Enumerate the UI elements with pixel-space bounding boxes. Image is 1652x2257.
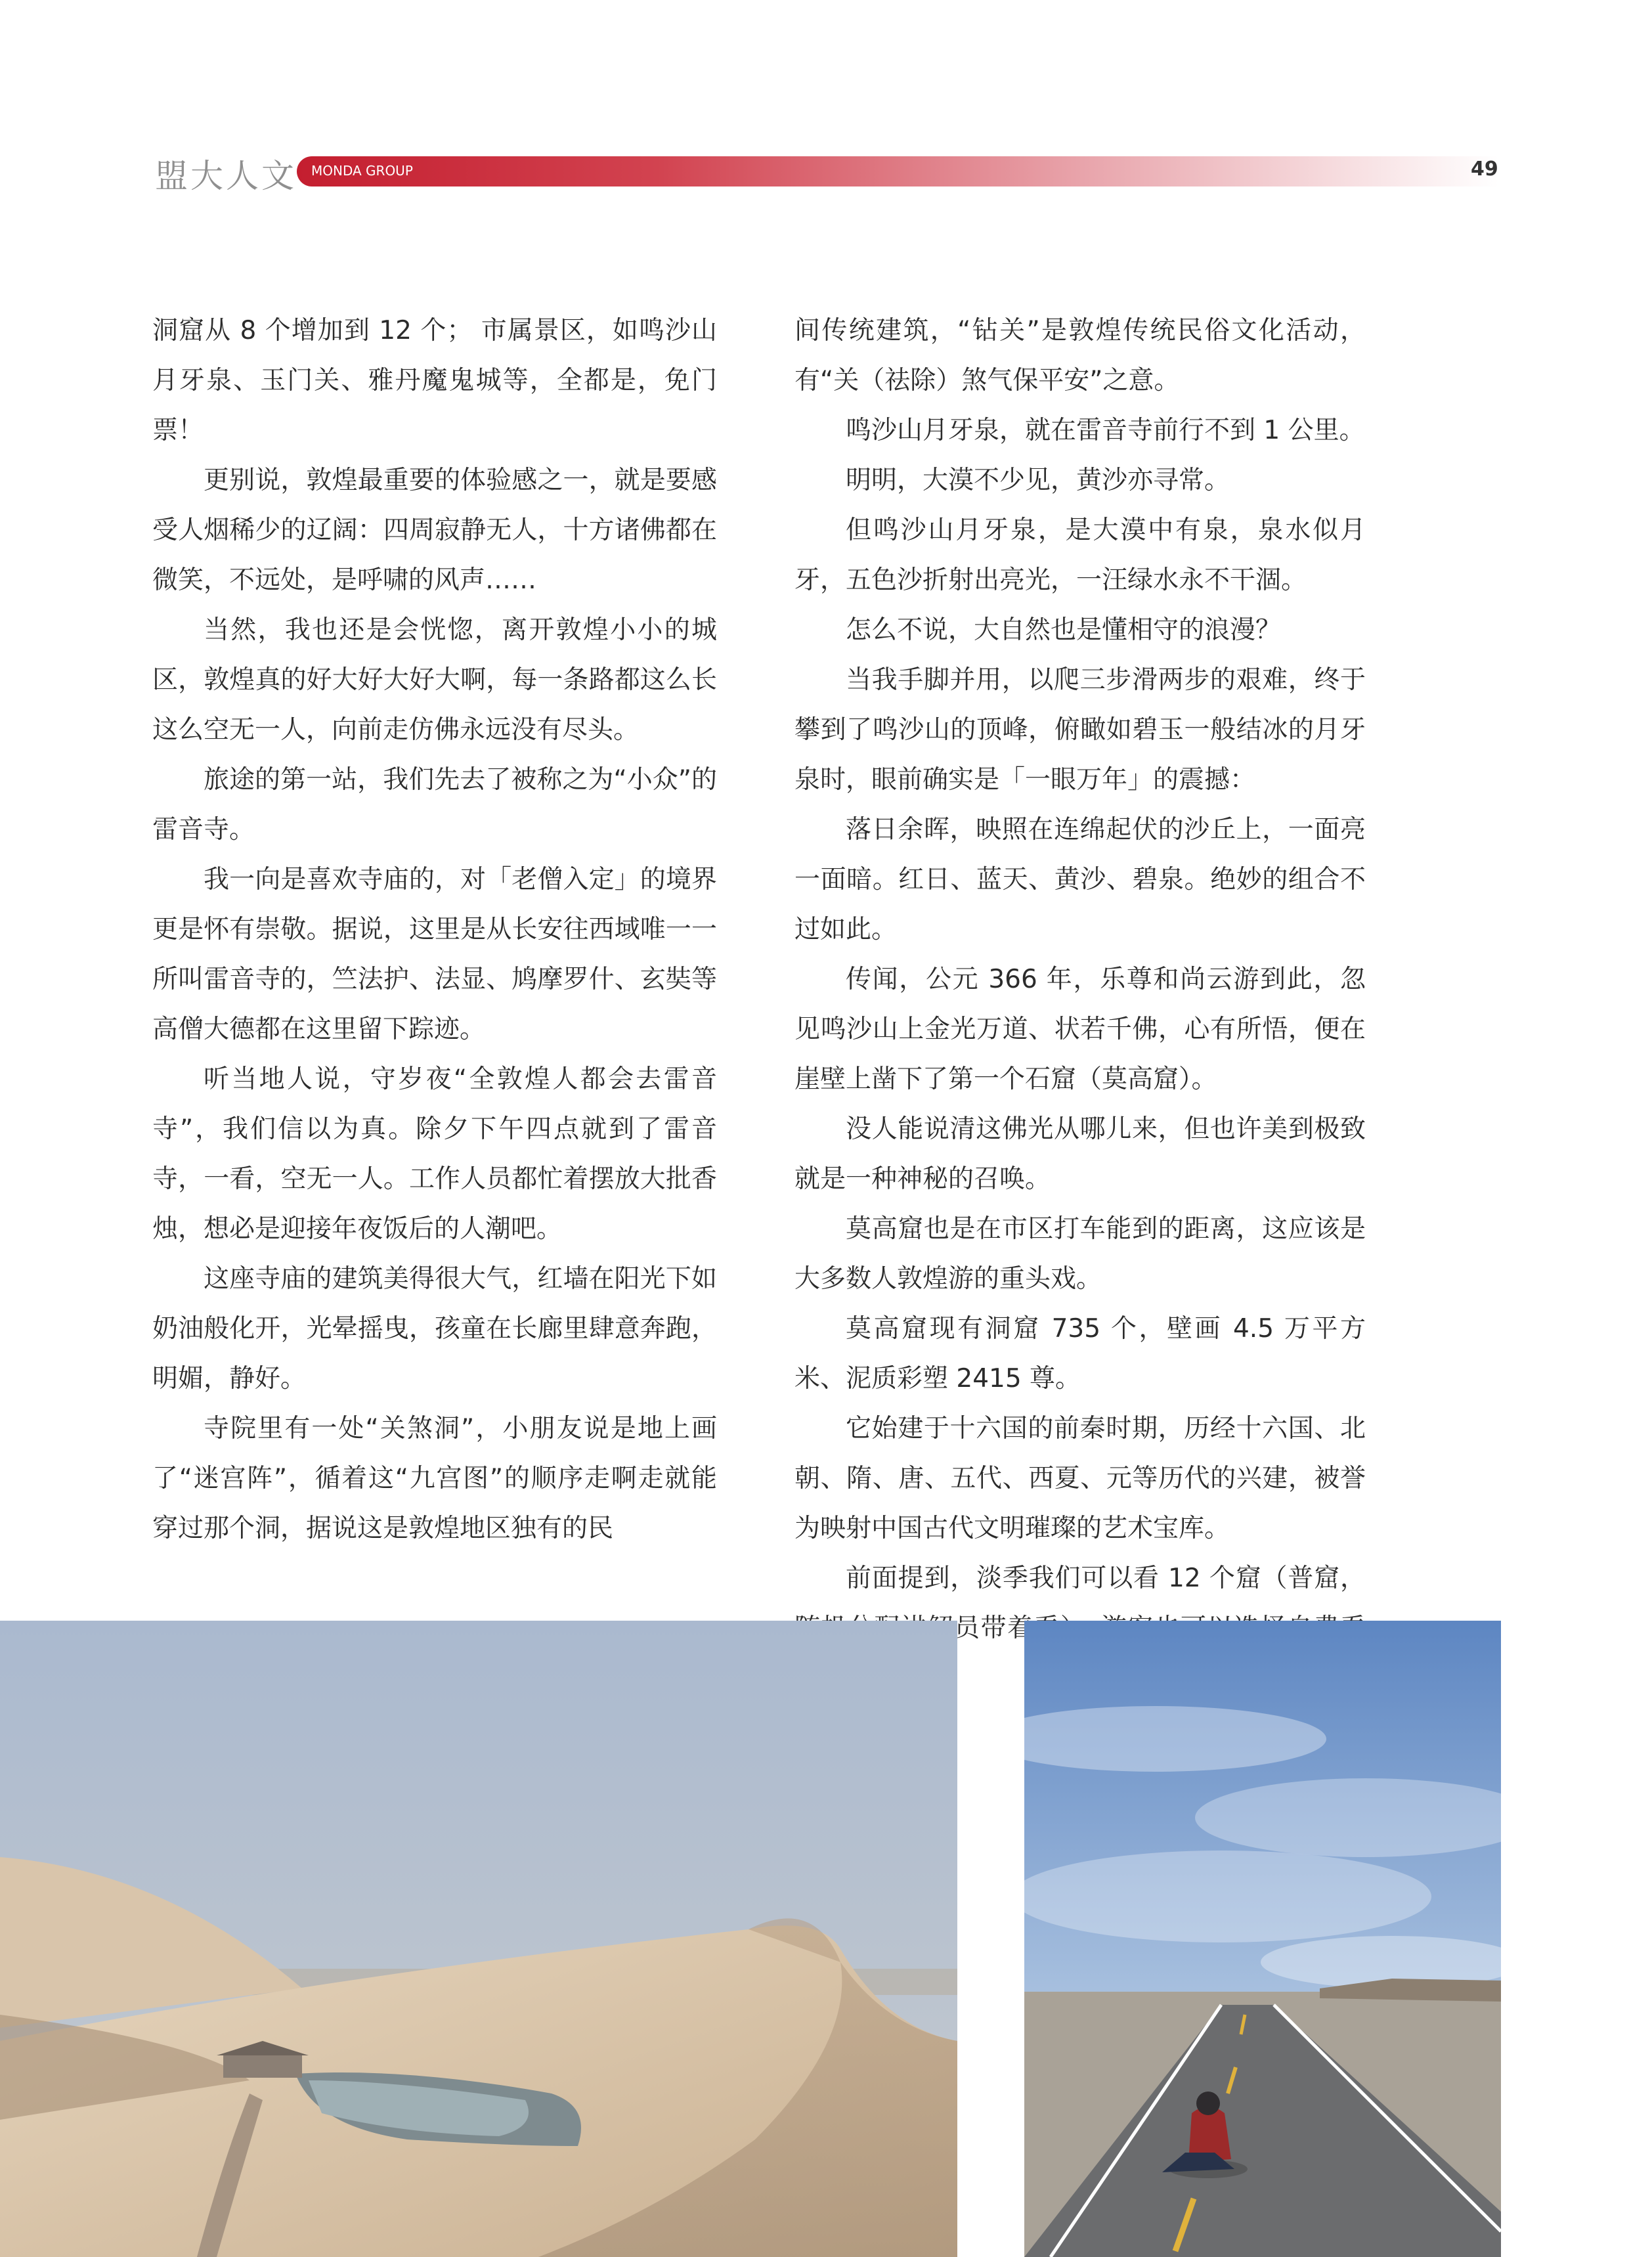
paragraph: 寺院里有一处“关煞洞”，小朋友说是地上画了“迷宫阵”，循着这“九宫图”的顺序走啊走就能穿过那个洞，据说这是敦煌地区独有的民: [152, 1414, 717, 1543]
crescent-spring-photo: [0, 1621, 957, 2257]
paragraph: 旅途的第一站，我们先去了被称之为“小众”的雷音寺。: [152, 765, 717, 844]
crescent-spring-illustration: [0, 1621, 957, 2257]
paragraph: 传闻，公元 366 年，乐尊和尚云游到此，忽见鸣沙山上金光万道、状若千佛，心有所悟，便在崖壁上凿下了第一个石窟（莫高窟）。: [794, 965, 1366, 1094]
paragraph: 莫高窟现有洞窟 735 个，壁画 4.5 万平方米、泥质彩塑 2415 尊。: [794, 1314, 1366, 1393]
desert-road-photo: [1024, 1621, 1501, 2257]
paragraph: 鸣沙山月牙泉，就在雷音寺前行不到 1 公里。: [846, 416, 1365, 445]
article-right-column: [794, 306, 1366, 1703]
paragraph: 这座寺庙的建筑美得很大气，红墙在阳光下如奶油般化开，光晕摇曳，孩童在长廊里肆意奔跑，明媚，静好。: [152, 1264, 717, 1393]
paragraph: 落日余晖，映照在连绵起伏的沙丘上，一面亮一面暗。红日、蓝天、黄沙、碧泉。绝妙的组合不过如此。: [794, 815, 1366, 944]
paragraph: 莫高窟也是在市区打车能到的距离，这应该是大多数人敦煌游的重头戏。: [794, 1214, 1366, 1294]
desert-road-illustration: [1024, 1621, 1501, 2257]
header-brand-label: MONDA GROUP: [311, 163, 413, 179]
paragraph: 明明，大漠不少见，黄沙亦寻常。: [846, 466, 1230, 495]
paragraph: 听当地人说，守岁夜“全敦煌人都会去雷音寺”，我们信以为真。除夕下午四点就到了雷音寺，一看，空无一人。工作人员都忙着摆放大批香烛，想必是迎接年夜饭后的人潮吧。: [152, 1064, 717, 1244]
paragraph: 没人能说清这佛光从哪儿来，但也许美到极致就是一种神秘的召唤。: [794, 1114, 1366, 1194]
paragraph: 前面提到，淡季我们可以看 12 个窟（普窟， 解员带着: [846, 1564, 1366, 1643]
paragraph: 但鸣沙山月牙泉，是大漠中有泉，泉水似月牙，五色沙折射出亮光，一汪绿水永不干涸。: [794, 515, 1366, 595]
paragraph: 我一向是喜欢寺庙的，对「老僧入定」的境界更是怀有崇敬。据说，这里是从长安往西域唯一一所叫雷音寺的，竺法护、法显、鸠摩罗什、玄奘等高僧大德都在这里留下踪迹。: [152, 865, 717, 1044]
paragraph: 它始建于十六国的前秦时期，历经十六国、北朝、隋、唐、五代、西夏、元等历代的兴建，被誉为映射中国古代文明璀璨的艺术宝库。: [794, 1414, 1366, 1543]
paragraph: 间传统建筑，“钻关”是敦煌传统民俗文化活动，有“关（祛除）煞气保平安”之意。: [794, 316, 1366, 395]
paragraph: 当我手脚并用，以爬三步滑两步的艰难，终于攀到了鸣沙山的顶峰，俯瞰如碧玉一般结冰的月牙泉时，眼前确实是「一眼万年」的震撼：: [794, 665, 1366, 795]
paragraph: 洞窟从 8 个增加到 12 个； 市属景区，如鸣沙山月牙泉、玉门关、雅丹魔鬼城等，全都是，免门票！: [152, 316, 717, 445]
header-accent-bar: [297, 156, 1498, 186]
magazine-section-title: 盟大人文: [155, 157, 297, 195]
paragraph: 怎么不说，大自然也是懂相守的浪漫？: [846, 615, 1282, 645]
article-left-column: [152, 306, 717, 1554]
paragraph: 当然，我也还是会恍惚，离开敦煌小小的城区，敦煌真的好大好大好大啊，每一条路都这么长这么空无一人，向前走仿佛永远没有尽头。: [152, 615, 717, 745]
page-number: 49: [1471, 158, 1498, 181]
paragraph: 更别说，敦煌最重要的体验感之一，就是要感受人烟稀少的辽阔：四周寂静无人，十方诸佛都在微笑，不远处，是呼啸的风声……: [152, 466, 717, 595]
